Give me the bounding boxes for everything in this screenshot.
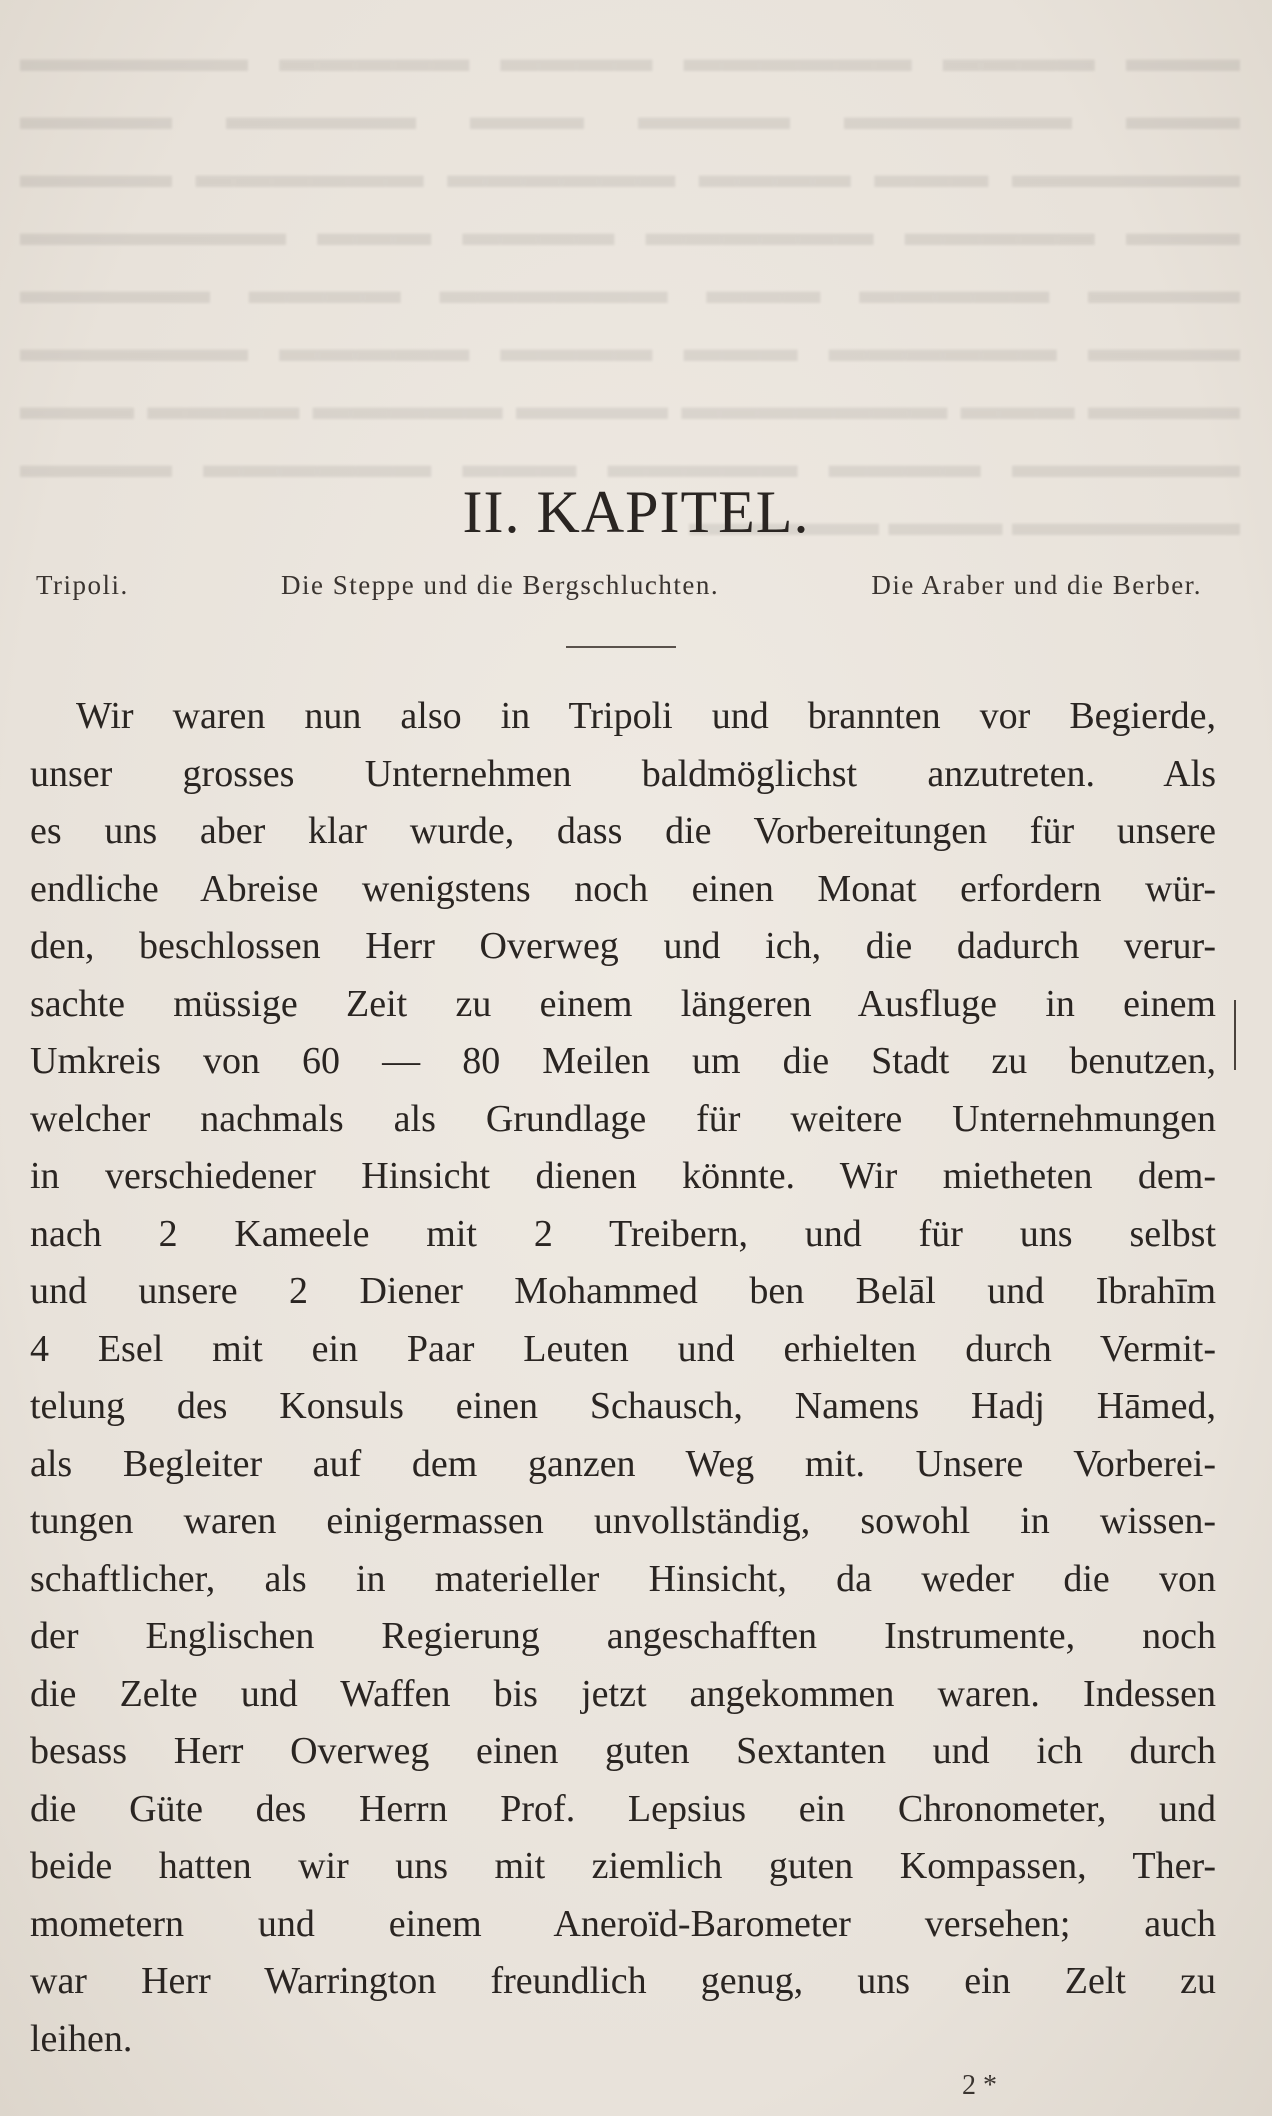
text-line: unser grosses Unternehmen baldmöglichst anzutreten. Als [30, 752, 1216, 795]
text-line: in verschiedener Hinsicht dienen könnte. Wir mietheten dem- [30, 1155, 1216, 1197]
subtitle-part: Die Araber und die Berber. [871, 570, 1202, 600]
text-line: sachte müssige Zeit zu einem längeren Ausfluge in einem [30, 982, 1216, 1025]
text-line: 4 Esel mit ein Paar Leuten und erhielten durch Vermit- [30, 1327, 1216, 1370]
text-line: nach 2 Kameele mit 2 Treibern, und für uns selbst [30, 1212, 1216, 1255]
text-line: als Begleiter auf dem ganzen Weg mit. Unsere Vorberei- [30, 1442, 1216, 1485]
text-line: besass Herr Overweg einen guten Sextanten und ich durch [30, 1730, 1216, 1772]
chapter-title: II. KAPITEL. [462, 479, 810, 545]
text-line: mometern und einem Aneroïd-Barometer versehen; auch [30, 1902, 1216, 1945]
subtitle-part: Tripoli. [36, 570, 129, 600]
text-line: den, beschlossen Herr Overweg und ich, die dadurch verur- [30, 925, 1216, 967]
chapter-body-text [30, 688, 1216, 2068]
text-line: leihen. [30, 2017, 133, 2060]
page-signature: 2 * [962, 2070, 997, 2101]
text-line: schaftlicher, als in materieller Hinsicht, da weder die von [30, 1557, 1216, 1600]
text-line: und unsere 2 Diener Mohammed ben Belāl und Ibrahīm [30, 1270, 1216, 1312]
bleed-through-text: ▬▬▬ ▬▬▬▬ ▬▬▬▬▬▬ ▬▬▬▬ ▬▬▬▬▬ ▬▬▬▬▬▬ ▬▬▬ ▬▬▬▬▬▬ ▬▬▬▬ ▬▬▬ ▬▬▬▬▬ ▬▬▬▬ ▬▬▬▬▬▬ ▬▬▬ ▬▬▬▬ ▬▬▬▬▬▬ ▬▬▬▬▬▬ ▬▬▬▬ ▬▬▬ ▬▬▬▬▬ ▬▬▬▬▬▬ ▬▬▬▬ ▬▬▬ ▬▬▬▬▬▬▬ ▬▬▬▬ ▬▬▬▬▬ ▬▬▬ ▬▬▬▬▬▬ ▬▬▬▬ ▬▬▬▬▬ ▬▬▬▬ ▬▬▬▬▬▬ ▬▬▬ ▬▬▬▬ ▬▬▬▬▬ ▬▬▬▬▬▬ ▬▬▬▬ ▬▬▬ ▬▬▬▬▬▬▬ ▬▬▬▬ ▬▬▬▬▬ ▬▬▬▬ ▬▬▬ ▬▬▬▬▬▬ ▬▬▬▬ ▬▬▬▬▬ ▬▬▬ ▬▬▬▬▬▬ ▬▬▬▬ ▬▬▬▬▬▬ ▬▬▬ ▬▬▬▬▬ [20, 38, 1240, 544]
text-line: der Englischen Regierung angeschafften Instrumente, noch [30, 1615, 1216, 1657]
text-line: welcher nachmals als Grundlage für weitere Unternehmungen [30, 1097, 1216, 1140]
chapter-subtitle [36, 570, 1202, 601]
chapter-divider [566, 646, 676, 648]
margin-pencil-mark [1234, 1000, 1236, 1070]
text-line: beide hatten wir uns mit ziemlich guten Kompassen, Ther- [30, 1845, 1216, 1887]
text-line: Umkreis von 60 — 80 Meilen um die Stadt zu benutzen, [30, 1040, 1216, 1082]
text-line: tungen waren einigermassen unvollständig, sowohl in wissen- [30, 1500, 1216, 1542]
text-line: es uns aber klar wurde, dass die Vorbereitungen für unsere [30, 810, 1216, 852]
text-line: endliche Abreise wenigstens noch einen Monat erfordern wür- [30, 867, 1216, 910]
text-line: Wir waren nun also in Tripoli und brannten vor Begierde, [76, 695, 1216, 737]
text-line: telung des Konsuls einen Schausch, Namens Hadj Hāmed, [30, 1385, 1216, 1427]
text-line: die Güte des Herrn Prof. Lepsius ein Chronometer, und [30, 1787, 1216, 1830]
text-line: die Zelte und Waffen bis jetzt angekommen waren. Indessen [30, 1672, 1216, 1715]
text-line: war Herr Warrington freundlich genug, uns ein Zelt zu [30, 1960, 1216, 2002]
subtitle-part: Die Steppe und die Bergschluchten. [280, 570, 720, 600]
